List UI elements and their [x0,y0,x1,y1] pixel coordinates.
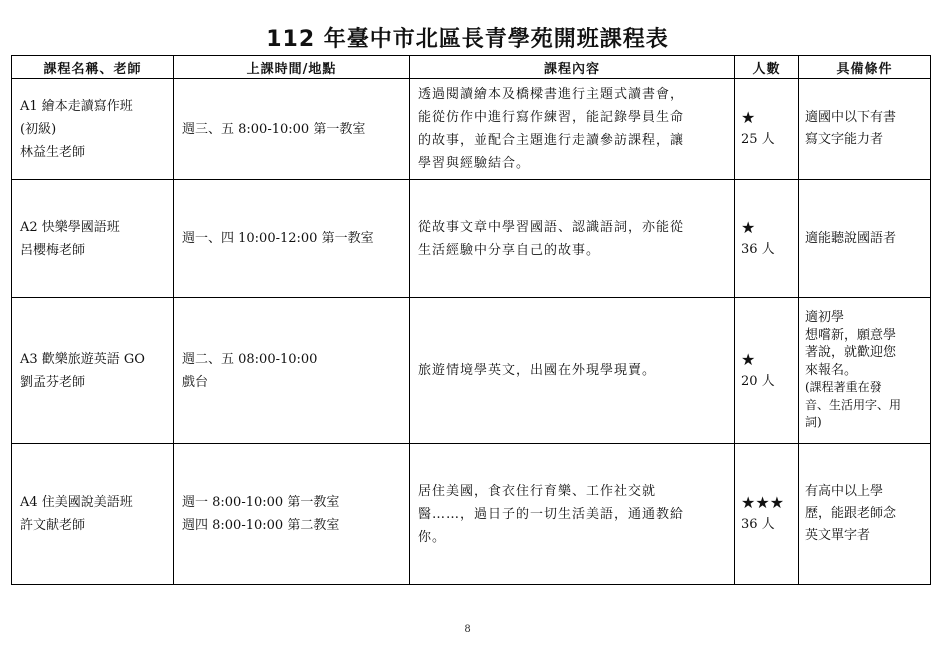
requirement-note: 音、生活用字、用 [805,397,902,412]
content-line: 學習與經驗結合。 [418,156,531,171]
content-cell [410,444,735,585]
requirement-line: 寫文字能力者 [805,132,884,147]
requirement-note: 詞) [805,415,822,430]
content-line: 生活經驗中分享自己的故事。 [418,242,601,258]
difficulty-stars: ★ [741,108,756,127]
location-line: 戲台 [182,374,209,390]
table-row [12,444,931,585]
content-line: 能從仿作中進行寫作練習，能記錄學員生命 [418,110,685,125]
requirement-cell [799,298,931,444]
table-row [12,180,931,298]
header-time-place: 上課時間/地點 [174,56,410,79]
requirement-note: (課程著重在發 [805,380,882,395]
requirement-line: 適初學 [805,310,845,326]
course-name-cell [12,79,174,180]
requirement-line: 來報名。 [805,362,858,378]
header-count: 人數 [735,56,799,79]
difficulty-stars: ★ [741,349,756,369]
header-course-name: 課程名稱、老師 [12,56,174,79]
difficulty-stars: ★ [741,217,756,237]
header-content: 課程內容 [410,56,735,79]
content-line: 你。 [418,529,447,545]
requirement-line: 著說，就歡迎您 [805,345,897,361]
course-name: A4 住美國說美語班 [20,495,133,510]
content-line: 醫……，過日子的一切生活美語，通通教給 [418,506,685,522]
requirement-cell [799,180,931,298]
time-line: 週一、四 10:00-12:00 第一教室 [182,231,374,246]
time-cell [174,79,410,180]
requirement-line: 適國中以下有書 [805,110,897,125]
teacher-name: 許文献老師 [20,518,86,533]
enrollment-count: 36 人 [741,517,775,532]
time-cell [174,180,410,298]
time-line: 週二、五 08:00-10:00 [182,351,318,367]
course-name: A1 繪本走讀寫作班 [20,98,133,114]
count-cell [735,79,799,180]
time-cell [174,444,410,585]
requirement-cell [799,444,931,585]
difficulty-stars: ★★★ [741,493,785,512]
content-line: 的故事，並配合主題進行走讀參訪課程，讓 [418,133,685,148]
course-name: A2 快樂學國語班 [20,219,120,235]
count-cell [735,298,799,444]
table-header-row [12,56,931,79]
table-row [12,79,931,180]
course-level: (初級) [20,121,57,137]
count-cell [735,180,799,298]
count-cell [735,444,799,585]
requirement-line: 英文單字者 [805,528,871,543]
course-name-cell [12,444,174,585]
enrollment-count: 20 人 [741,373,775,389]
teacher-name: 呂櫻梅老師 [20,242,86,258]
requirement-line: 有高中以上學 [805,484,884,499]
content-cell [410,180,735,298]
content-cell [410,298,735,444]
enrollment-count: 36 人 [741,241,775,257]
requirement-cell [799,79,931,180]
requirement-line: 想嚐新，願意學 [805,327,897,343]
page-title: 112 年臺中市北區長青學苑開班課程表 [266,27,669,52]
content-line: 居住美國，食衣住行育樂、工作社交就 [418,483,657,499]
course-name-cell [12,298,174,444]
teacher-name: 林益生老師 [20,144,86,160]
header-requirement: 具備條件 [799,56,931,79]
content-cell [410,79,735,180]
course-name: A3 歡樂旅遊英語 GO [20,351,145,367]
time-line: 週一 8:00-10:00 第一教室 [182,495,340,510]
teacher-name: 劉孟芬老師 [20,374,86,390]
course-name-cell [12,180,174,298]
course-table [11,55,931,585]
requirement-line: 歷，能跟老師念 [805,506,897,521]
enrollment-count: 25 人 [741,132,775,147]
time-line: 週三、五 8:00-10:00 第一教室 [182,121,366,137]
requirement-line: 適能聽說國語者 [805,230,897,246]
time-line: 週四 8:00-10:00 第二教室 [182,518,340,533]
page-number: 8 [464,624,471,635]
content-line: 從故事文章中學習國語、認識語詞，亦能從 [418,219,685,235]
table-row [12,298,931,444]
time-cell [174,298,410,444]
content-line: 透過閱讀繪本及橋樑書進行主題式讀書會， [418,87,685,102]
content-line: 旅遊情境學英文，出國在外現學現賣。 [418,363,657,378]
